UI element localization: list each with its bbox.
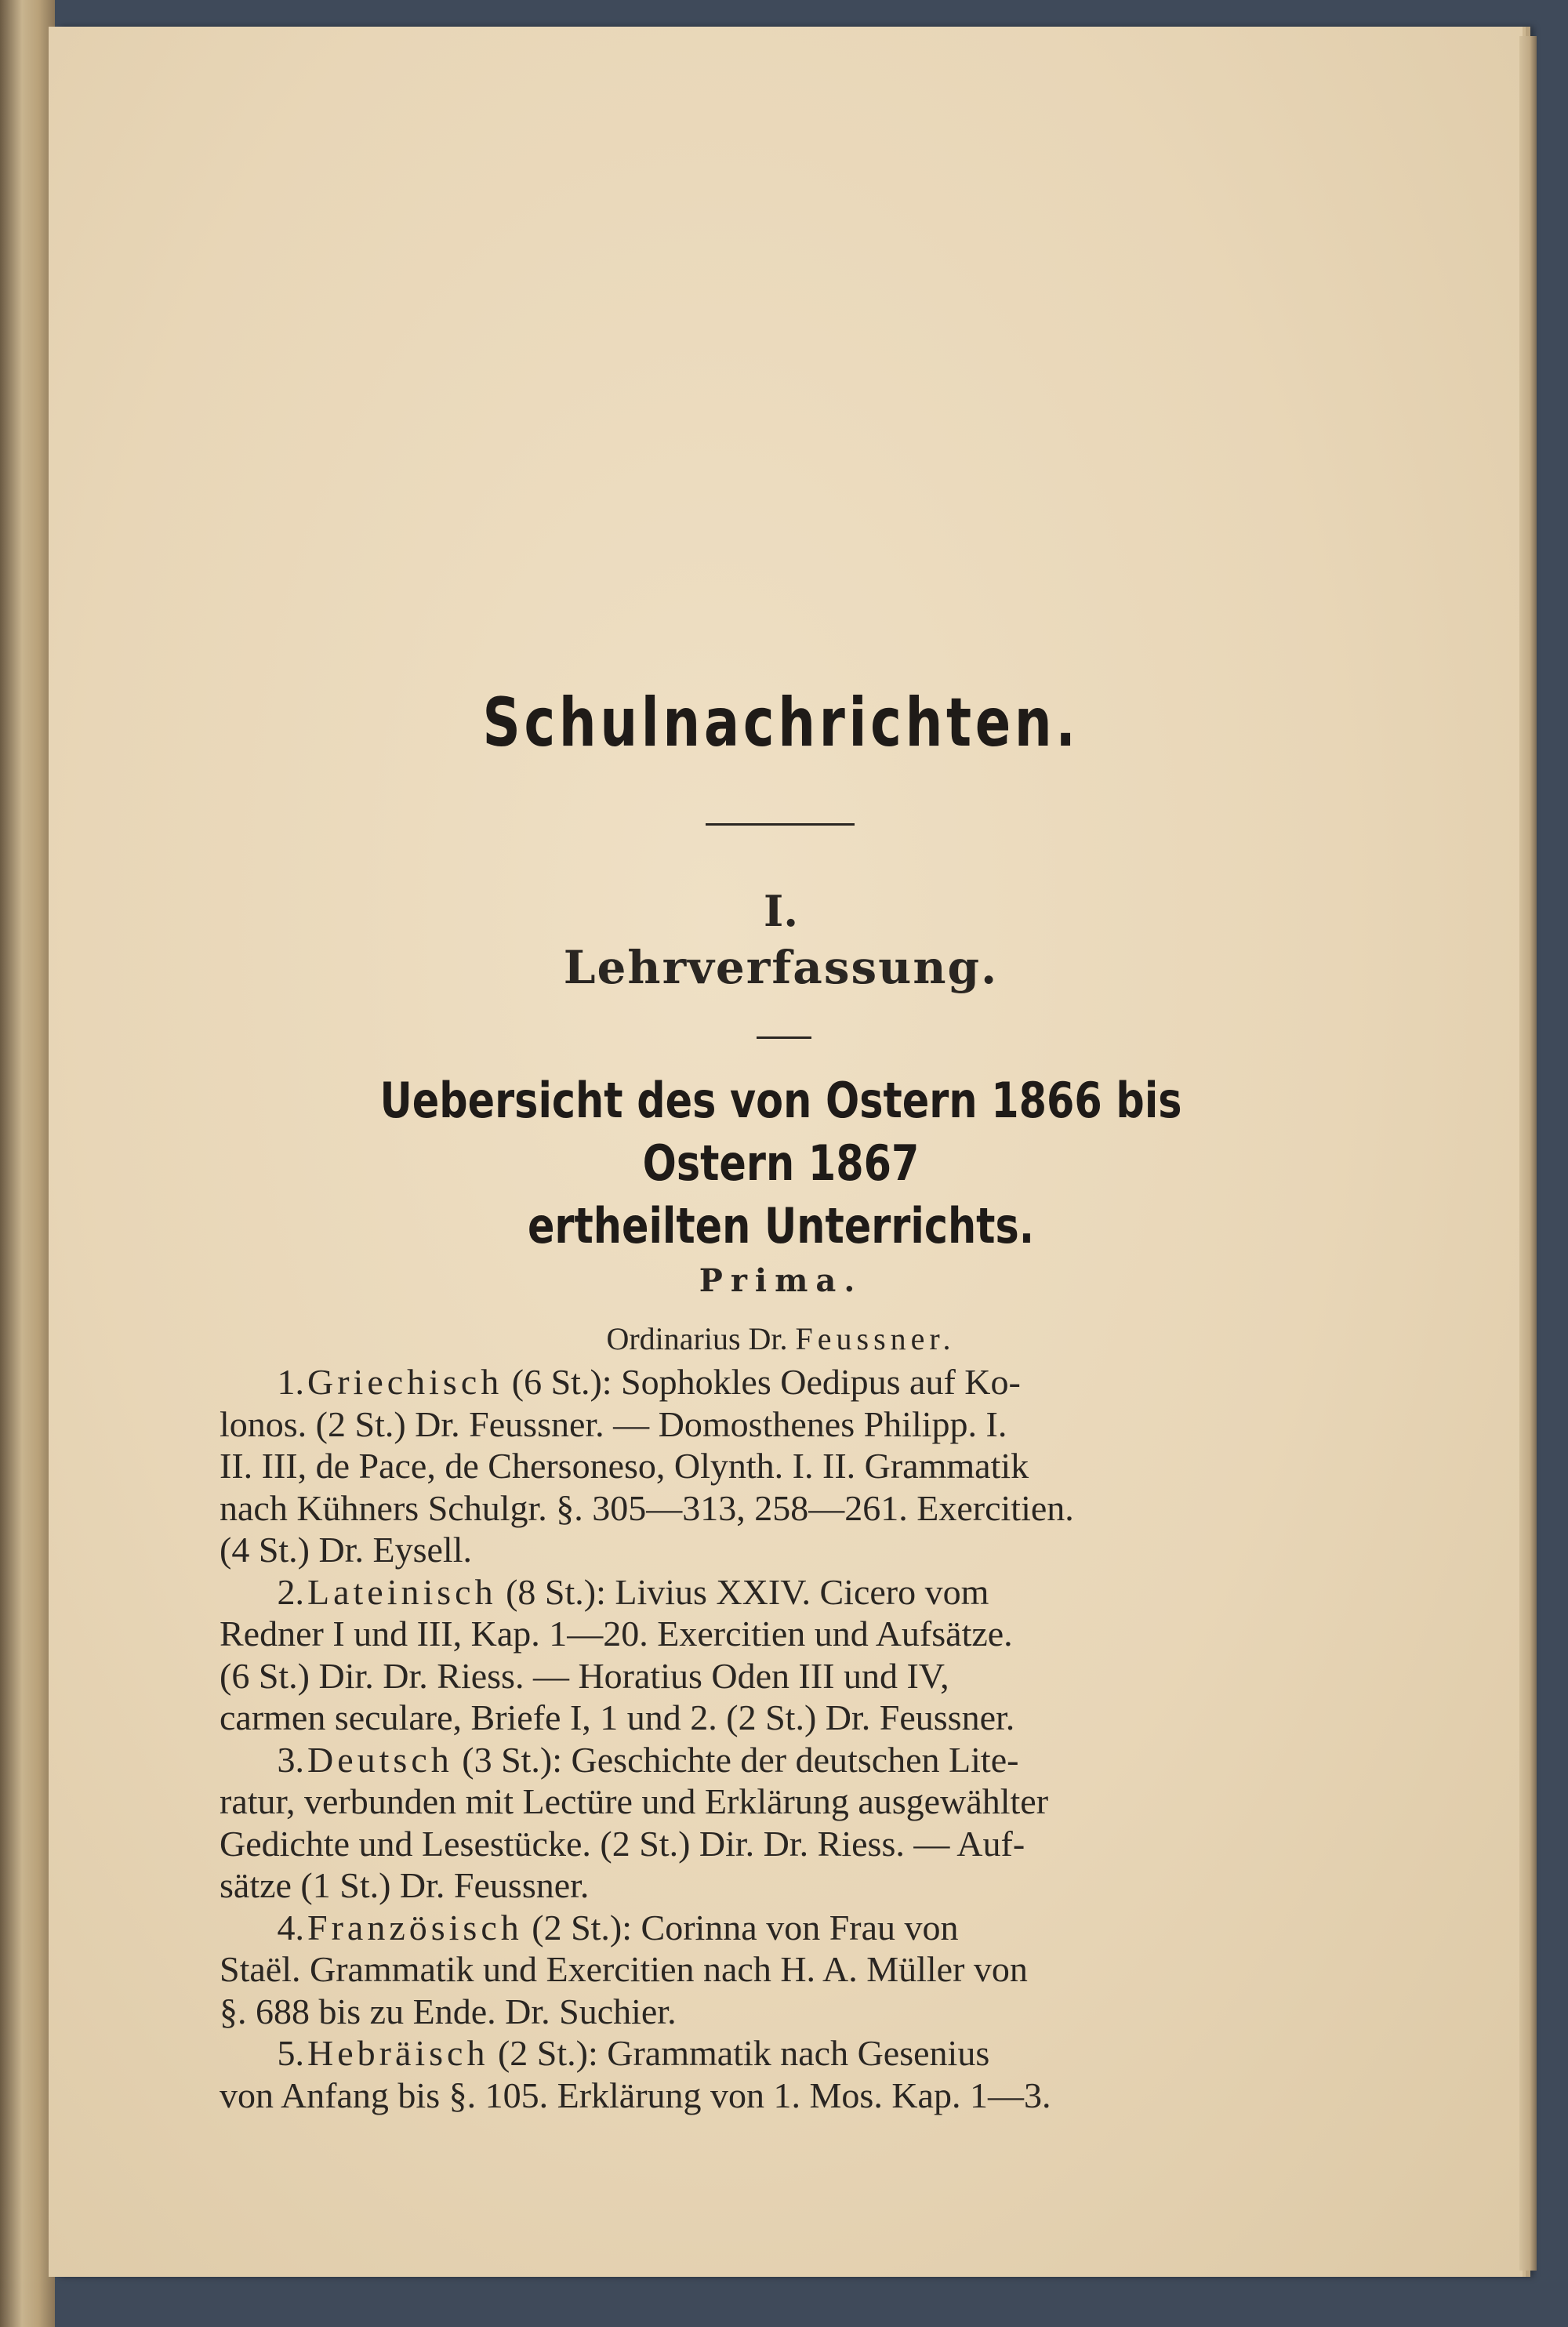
ordinarius-line	[220, 1320, 1342, 1357]
section-numeral: I.	[763, 886, 799, 936]
text-line: Redner I und III, Kap. 1—20. Exercitien und Aufsätze.	[220, 1614, 1013, 1654]
ordinarius-label: Ordinarius Dr.	[606, 1321, 788, 1356]
class-heading: Prima.	[699, 1262, 863, 1299]
paragraph-number: 5.	[277, 2033, 304, 2073]
text-line: (8 St.): Livius XXIV. Cicero vom	[506, 1571, 989, 1612]
paragraph-number: 4.	[277, 1907, 304, 1948]
overview-line-1: Uebersicht des von Ostern 1866 bis Ostern 1867	[379, 1072, 1182, 1192]
paragraph-number: 1.	[277, 1362, 304, 1402]
text-line: (2 St.): Grammatik nach Gesenius	[497, 2033, 990, 2073]
overview-heading	[321, 1069, 1241, 1258]
paragraph-number: 2.	[277, 1571, 304, 1612]
text-line: nach Kühners Schulgr. §. 305—313, 258—261. Exercitien.	[220, 1487, 1074, 1528]
paragraph-deutsch	[220, 1739, 1342, 1907]
ordinarius-name: Feussner.	[795, 1321, 956, 1356]
text-line: (6 St.): Sophokles Oedipus auf Ko-	[511, 1362, 1021, 1402]
paragraph-franzoesisch	[220, 1907, 1342, 2033]
subject-name: Hebräisch	[307, 2033, 489, 2073]
text-line: (3 St.): Geschichte der deutschen Lite-	[462, 1739, 1019, 1780]
text-line: von Anfang bis §. 105. Erklärung von 1. Mos. Kap. 1—3.	[220, 2075, 1051, 2115]
text-line: §. 688 bis zu Ende. Dr. Suchier.	[220, 1991, 677, 2031]
text-line: II. III, de Pace, de Chersoneso, Olynth. I. II. Grammatik	[220, 1446, 1029, 1486]
overview-line-2: ertheilten Unterrichts.	[527, 1197, 1035, 1254]
subject-name: Französisch	[307, 1907, 523, 1948]
book-page	[49, 27, 1523, 2277]
title-divider	[706, 823, 855, 826]
section-divider	[757, 1036, 811, 1039]
subject-name: Deutsch	[307, 1739, 453, 1780]
text-line: Staël. Grammatik und Exercitien nach H. A. Müller von	[220, 1949, 1028, 1989]
paragraph-griechisch	[220, 1361, 1342, 1571]
paragraph-hebraeisch	[220, 2032, 1342, 2116]
text-line: ratur, verbunden mit Lectüre und Erklärung ausgewählter	[220, 1781, 1049, 1821]
text-line: sätze (1 St.) Dr. Feussner.	[220, 1865, 590, 1905]
page-title: Schulnachrichten.	[482, 684, 1080, 762]
paragraph-lateinisch	[220, 1571, 1342, 1739]
section-title: Lehrverfassung.	[563, 941, 999, 994]
curriculum-body	[220, 1361, 1342, 2116]
subject-name: Griechisch	[307, 1362, 503, 1402]
book-spine-edge	[0, 0, 55, 2327]
text-line: (6 St.) Dir. Dr. Riess. — Horatius Oden III und IV,	[220, 1655, 949, 1696]
page-stack-edge	[1519, 36, 1537, 2271]
text-line: carmen seculare, Briefe I, 1 und 2. (2 St.) Dr. Feussner.	[220, 1697, 1015, 1737]
subject-name: Lateinisch	[307, 1571, 497, 1612]
text-line: (2 St.): Corinna von Frau von	[532, 1907, 959, 1948]
paragraph-number: 3.	[277, 1739, 304, 1780]
text-line: Gedichte und Lesestücke. (2 St.) Dir. Dr. Riess. — Auf-	[220, 1823, 1025, 1864]
text-line: (4 St.) Dr. Eysell.	[220, 1530, 472, 1570]
text-line: lonos. (2 St.) Dr. Feussner. — Domosthenes Philipp. I.	[220, 1403, 1007, 1444]
